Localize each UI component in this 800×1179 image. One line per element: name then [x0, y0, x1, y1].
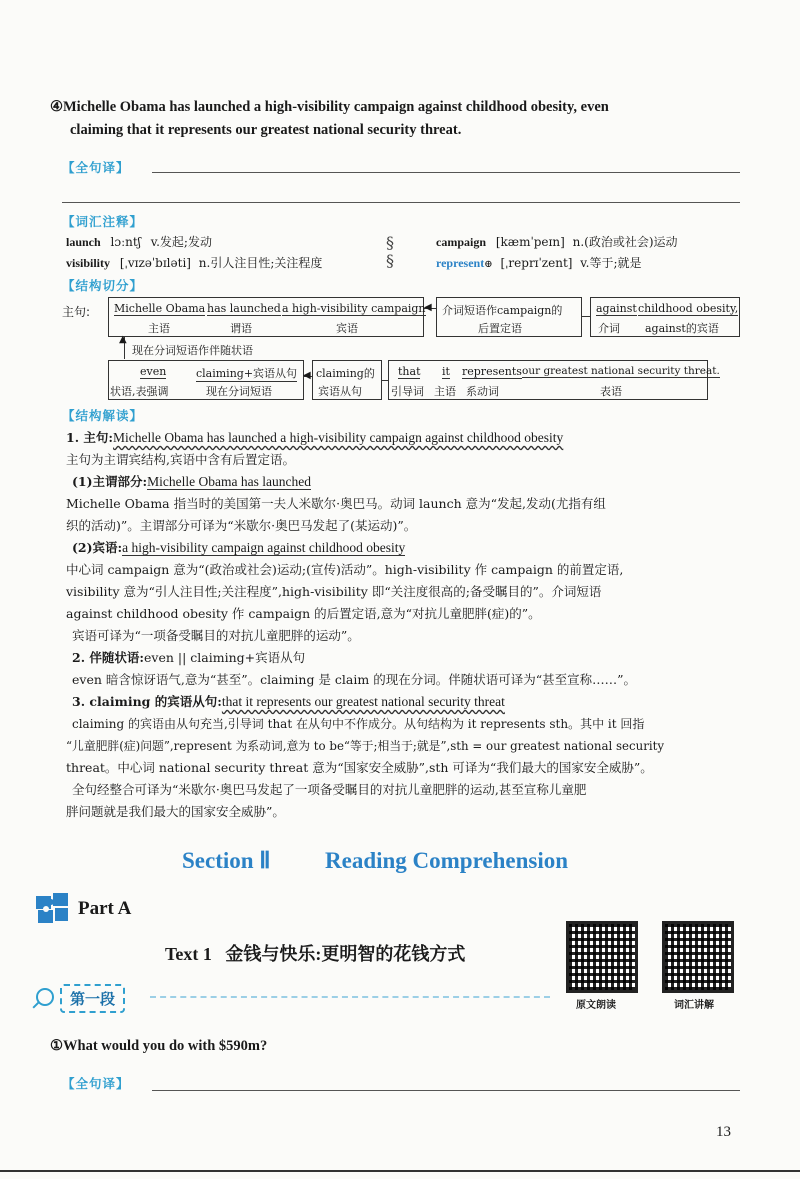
answer-line	[62, 202, 740, 203]
explain-h2	[66, 647, 746, 669]
object-label: 宾语	[336, 322, 358, 335]
search-icon-handle	[32, 1001, 39, 1008]
page-number: 13	[716, 1124, 731, 1140]
paragraph: 宾语可译为“一项备受瞩目的对抗儿童肥胖的运动”。	[72, 628, 360, 643]
sentence-4-line-2: claiming that it represents our greatest national security threat.	[70, 122, 462, 138]
structure-explain-label: 【结构解读】	[62, 408, 144, 423]
heading: 1. 主句:	[66, 430, 114, 445]
heading-text: even || claiming+宾语从句	[144, 650, 306, 665]
main-clause-label: 主句:	[62, 305, 91, 319]
paragraph: 全句经整合可译为“米歇尔·奥巴马发起了一项备受瞩目的对抗儿童肥胖的运动,甚至宣称儿童肥	[72, 782, 587, 797]
qr-code-audio[interactable]	[566, 921, 638, 993]
sentence-4-line-1: Michelle Obama has launched a high-visibility campaign against childhood obesity, even	[63, 99, 609, 115]
heading-text: Michelle Obama has launched a high-visibility campaign against childhood obesity	[113, 430, 564, 445]
vocab-label: 【词汇注释】	[62, 214, 144, 229]
answer-line	[152, 172, 740, 173]
explain-body	[66, 427, 746, 823]
section-title-left: Section Ⅱ	[182, 848, 271, 873]
attr-note-top: 介词短语作campaign的	[442, 304, 563, 317]
explain-h1b	[66, 537, 746, 559]
represents-word: represents	[462, 365, 522, 378]
arrow-left-icon: ◀	[303, 370, 311, 381]
verb-label: 谓语	[230, 322, 252, 335]
that-word: that	[398, 365, 421, 378]
preposition-label: 介词	[598, 322, 620, 335]
explain-h3	[66, 691, 746, 713]
divider-ornament: § §	[386, 233, 394, 270]
paragraph: “儿童肥胖(症)问题”,represent 为系动词,意为 to be“等于;相当于;就是”,sth = our greatest national security	[66, 739, 665, 753]
paragraph: 中心词 campaign 意为“(政治或社会)运动;(宣传)活动”。high-visibility 作 campaign 的前置定语,	[66, 562, 624, 577]
arrow-up-icon: ▲	[119, 334, 127, 345]
it-word: it	[442, 365, 450, 378]
preposition: against	[596, 302, 637, 315]
paragraph: against childhood obesity 作 campaign 的后置定语,意为“对抗儿童肥胖(症)的”。	[66, 606, 541, 621]
paragraph: visibility 意为“引人注目性;关注程度”,high-visibility 即“关注度很高的;备受瞩目的”。介词短语	[66, 584, 602, 599]
qr-caption-vocab: 词汇讲解	[674, 1000, 714, 1011]
vocab-launch	[66, 231, 212, 253]
key-word-icon: ⊕	[484, 259, 493, 270]
explain-h1a	[66, 471, 746, 493]
heading-text: that it represents our greatest national security threat	[221, 694, 505, 709]
heading: (2)宾语:	[72, 540, 123, 555]
text-title: Text 1 金钱与快乐:更明智的花钱方式	[165, 944, 466, 964]
paragraph: 织的活动)”。主谓部分可译为“米歇尔·奥巴马发起了(某运动)”。	[66, 518, 417, 533]
vocab-word: represent	[436, 256, 485, 270]
predicative: our greatest national security threat.	[522, 365, 720, 377]
object: a high-visibility campaign	[282, 302, 426, 315]
vocab-word: launch	[66, 235, 101, 249]
paragraph-tag: 第一段	[60, 984, 125, 1013]
translation-label: 【全句译】	[62, 160, 130, 175]
paragraph: 主句为主谓宾结构,宾语中含有后置定语。	[66, 452, 295, 467]
vocab-word: visibility	[66, 256, 111, 270]
prep-object-label: against的宾语	[645, 322, 719, 335]
even-word: even	[140, 365, 167, 378]
paragraph: Michelle Obama 指当时的美国第一夫人米歇尔·奥巴马。动词 launch 意为“发起,发动(尤指有组	[66, 496, 606, 511]
connector-line	[582, 316, 590, 317]
section-title-right: Reading Comprehension	[325, 848, 569, 873]
structure-split-label: 【结构切分】	[62, 278, 144, 293]
claiming-label: 现在分词短语	[206, 385, 272, 398]
explain-h1	[66, 427, 746, 449]
qr-caption-audio: 原文朗读	[576, 1000, 616, 1011]
puzzle-icon	[34, 890, 72, 924]
sentence-number: ④	[50, 99, 63, 115]
footer-rule	[0, 1170, 800, 1172]
attr-note-bottom: 后置定语	[478, 322, 522, 335]
paragraph: 胖问题就是我们最大的国家安全威胁”。	[66, 804, 285, 819]
object-clause-note-bottom: 宾语从句	[318, 385, 362, 398]
vocab-def: v.发起;发动	[150, 235, 212, 249]
vocab-campaign	[436, 231, 678, 253]
vocab-pron: [ˌvɪzəˈbɪləti]	[119, 256, 191, 270]
prep-object: childhood obesity,	[638, 302, 739, 315]
vocab-pron: [ˌreprɪˈzent]	[500, 256, 573, 270]
vocab-pron: lɔːntʃ	[110, 235, 141, 249]
paragraph: threat。中心词 national security threat 意为“国家安全威胁”,sth 可译为“我们最大的国家安全威胁”。	[66, 760, 653, 775]
sentence-1: ①What would you do with $590m?	[50, 1038, 268, 1054]
answer-line	[152, 1090, 740, 1091]
represents-label: 系动词	[466, 385, 499, 398]
paragraph: even 暗含惊讶语气,意为“甚至”。claiming 是 claim 的现在分词。伴随状语可译为“甚至宣称……”。	[72, 672, 636, 687]
vocab-represent	[436, 252, 642, 276]
subject: Michelle Obama	[114, 302, 206, 315]
verb: has launched	[207, 302, 281, 315]
object-clause-note-top: claiming的	[316, 367, 375, 380]
vocab-visibility	[66, 252, 322, 274]
vocab-def: n.(政治或社会)运动	[572, 235, 678, 249]
dashed-divider	[150, 996, 550, 998]
paragraph: claiming 的宾语由从句充当,引导词 that 在从句中不作成分。从句结构为 it represents sth。其中 it 回指	[72, 717, 645, 731]
heading: 2. 伴随状语:	[72, 650, 145, 665]
arrow-left-icon: ◀	[424, 302, 432, 313]
even-label: 状语,表强调	[110, 385, 169, 398]
heading-text: a high-visibility campaign against childhood obesity	[122, 540, 406, 555]
claiming-phrase: claiming+宾语从句	[196, 367, 298, 380]
adverbial-note: 现在分词短语作伴随状语	[132, 344, 253, 357]
that-label: 引导词	[391, 385, 424, 398]
heading-text: Michelle Obama has launched	[147, 474, 311, 489]
vocab-def: n.引人注目性;关注程度	[198, 256, 323, 270]
predicative-label: 表语	[600, 385, 622, 398]
heading: (1)主谓部分:	[72, 474, 148, 489]
subject-label: 主语	[148, 322, 170, 335]
part-title: Part A	[78, 898, 132, 919]
heading: 3. claiming 的宾语从句:	[72, 694, 222, 709]
sentence-4	[50, 96, 750, 142]
vocab-word: campaign	[436, 235, 487, 249]
vocab-pron: [kæmˈpeɪn]	[495, 235, 565, 249]
vocab-def: v.等于;就是	[580, 256, 642, 270]
qr-code-vocab[interactable]	[662, 921, 734, 993]
translation-label-2: 【全句译】	[62, 1076, 130, 1091]
it-label: 主语	[434, 385, 456, 398]
